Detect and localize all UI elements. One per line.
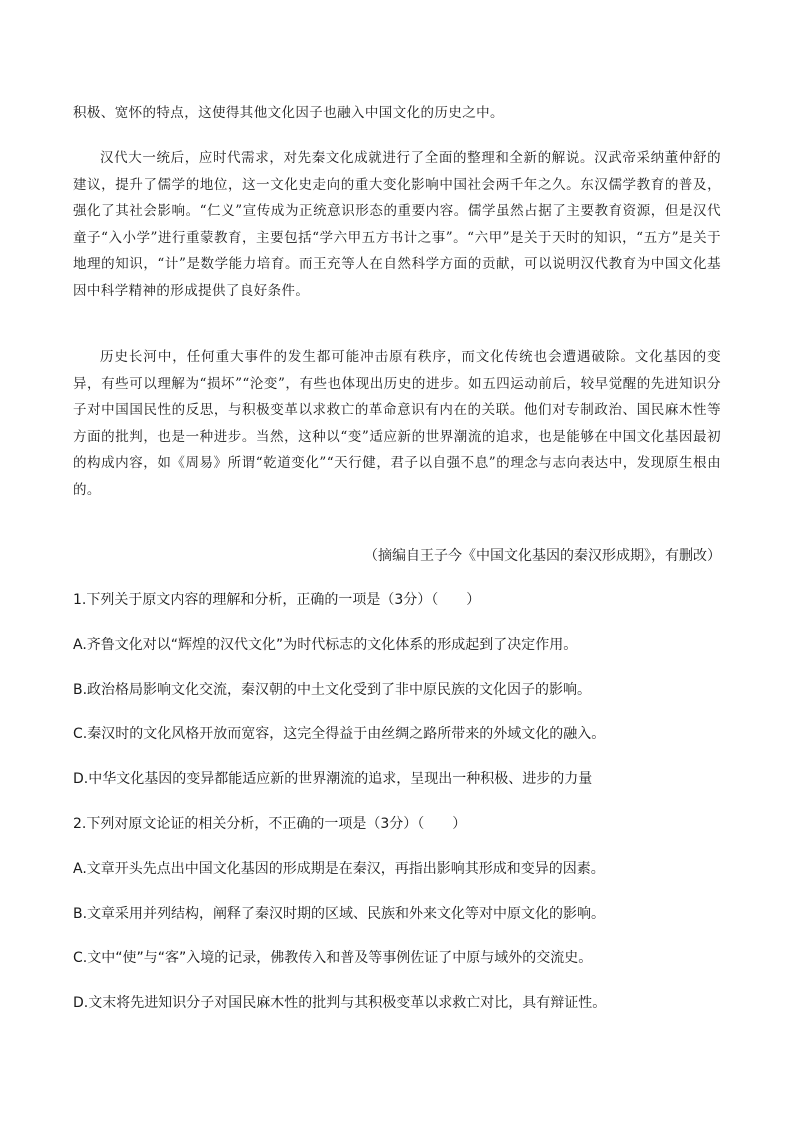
paragraph-text: 历史长河中，任何重大事件的发生都可能冲击原有秩序，而文化传统也会遭遇破除。文化基因的变异，有些可以理解为“损坏”“沦变”，有些也体现出历史的进步。如五四运动前后，较早觉醒的先进知识分子对中国国民性的反思，与积极变革以求救亡的革命意识有内在的关联。他们对专制政治、国民麻木性等方面的批判，也是一种进步。当然，这种以“变”适应新的世界潮流的追求，也是能够在中国文化基因最初的构成内容，如《周易》所谓“乾道变化”“天行健，君子以自强不息”的理念与志向表达中，发现原生根由的。 — [73, 349, 721, 498]
question-1-stem: 1.下列关于原文内容的理解和分析，正确的一项是（3分）（ ） — [73, 592, 481, 608]
paragraph-text: 积极、宽怀的特点，这使得其他文化因子也融入中国文化的历史之中。 — [73, 105, 504, 121]
passage-paragraph-3 — [73, 344, 721, 504]
question-1-option-a: A.齐鲁文化对以“辉煌的汉代文化”为时代标志的文化体系的形成起到了决定作用。 — [73, 637, 578, 653]
source-citation: （摘编自王子今《中国文化基因的秦汉形成期》，有删改） — [364, 548, 721, 564]
question-2-option-c: C.文中“使”与“客”入境的记录，佛教传入和普及等事例佐证了中原与域外的交流史。 — [73, 950, 593, 966]
question-2-option-d: D.文末将先进知识分子对国民麻木性的批判与其积极变革以求救亡对比，具有辩证性。 — [73, 995, 607, 1011]
passage-paragraph-1 — [73, 100, 721, 127]
question-2-stem: 2.下列对原文论证的相关分析，不正确的一项是（3分）（ ） — [73, 816, 467, 832]
question-1-option-c: C.秦汉时的文化风格开放而宽容，这完全得益于由丝绸之路所带来的外域文化的融入。 — [73, 726, 606, 742]
question-1-option-b: B.政治格局影响文化交流，秦汉朝的中土文化受到了非中原民族的文化因子的影响。 — [73, 682, 592, 698]
paragraph-text: 汉代大一统后，应时代需求，对先秦文化成就进行了全面的整理和全新的解说。汉武帝采纳董仲舒的建议，提升了儒学的地位，这一文化史走向的重大变化影响中国社会两千年之久。东汉儒学教育的普及，强化了其社会影响。“仁义”宣传成为正统意识形态的重要内容。儒学虽然占据了主要教育资源，但是汉代童子“入小学”进行重蒙教育，主要包括“学六甲五方书计之事”。“六甲”是关于天时的知识，“五方”是关于地理的知识，“计”是数学能力培育。而王充等人在自然科学方面的贡献，可以说明汉代教育为中国文化基因中科学精神的形成提供了良好条件。 — [73, 150, 721, 299]
question-2-option-b: B.文章采用并列结构，阐释了秦汉时期的区域、民族和外来文化等对中原文化的影响。 — [73, 906, 606, 922]
question-2-option-a: A.文章开头先点出中国文化基因的形成期是在秦汉，再指出影响其形成和变异的因素。 — [73, 861, 605, 877]
passage-paragraph-2 — [73, 145, 721, 305]
question-1-option-d: D.中华文化基因的变异都能适应新的世界潮流的追求，呈现出一种积极、进步的力量 — [73, 771, 593, 787]
